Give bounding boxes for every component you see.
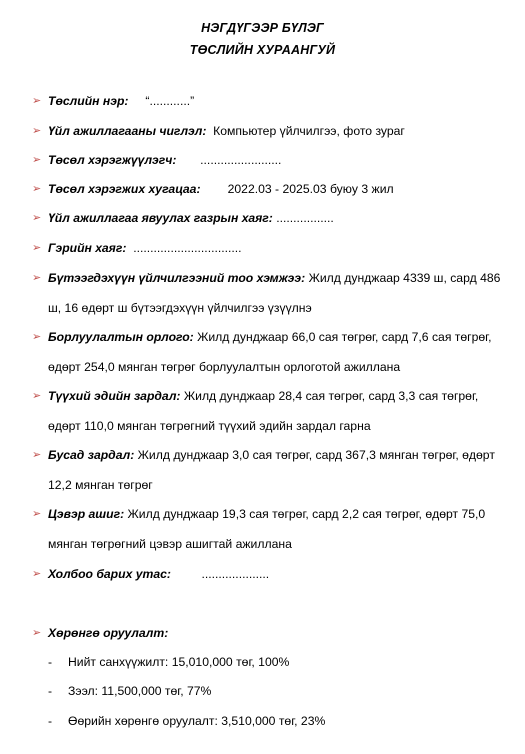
item-label: Төсөл хэрэгжих хугацаа:	[48, 182, 201, 196]
arrow-bullet-icon: ➢	[32, 242, 42, 254]
arrow-bullet-icon: ➢	[32, 95, 42, 107]
item-value: Жилд дунджаар 3,0 сая төгрөг, сард 367,3 мянган төгрөг, өдөрт 12,2 мянган төгрөг	[48, 448, 495, 492]
item-value: Жилд дунджаар 19,3 сая төгрөг, сард 2,2 сая төгрөг, өдөрт 75,0 мянган төгрөгний цэвэр ашигтай ажиллана	[48, 507, 486, 551]
summary-heading: ТӨСЛИЙН ХУРААНГУЙ	[189, 43, 336, 57]
item-value: ................................	[126, 241, 242, 255]
item-label: Түүхий эдийн зардал:	[48, 389, 181, 403]
investment-own-text: Өөрийн хөрөнгө оруулалт: 3,510,000 төг, 23%	[68, 714, 326, 728]
item-value: 2022.03 - 2025.03 буюу 3 жил	[200, 182, 394, 196]
item-label: Борлуулалтын орлого:	[48, 330, 194, 344]
arrow-bullet-icon: ➢	[32, 212, 42, 224]
arrow-bullet-icon: ➢	[32, 272, 42, 284]
investment-total-text: Нийт санхүүжилт: 15,010,000 төг, 100%	[68, 655, 290, 669]
arrow-bullet-icon: ➢	[32, 125, 42, 137]
item-value: ........................	[176, 153, 282, 167]
dash-bullet: -	[48, 655, 53, 669]
item-value: Компьютер үйлчилгээ, фото зураг	[206, 124, 405, 138]
item-label: Төсөл хэрэгжүүлэгч:	[48, 153, 177, 167]
item-value: Жилд дунджаар 4339 ш, сард 486 ш, 16 өдөрт ш бүтээгдэхүүн үйлчилгээ үзүүлнэ	[48, 271, 501, 315]
item-value: .................	[272, 211, 334, 225]
item-value: “............”	[128, 94, 195, 108]
item-value: ....................	[170, 567, 270, 581]
item-label: Цэвэр ашиг:	[48, 507, 125, 521]
arrow-bullet-icon: ➢	[32, 449, 42, 461]
item-label: Төслийн нэр:	[48, 94, 129, 108]
item-label: Холбоо барих утас:	[48, 567, 171, 581]
item-value: Жилд дунджаар 66,0 сая төгрөг, сард 7,6 сая төгрөг, өдөрт 254,0 мянган төгрөг борлуулалтын орлоготой ажиллана	[48, 330, 492, 374]
chapter-heading: НЭГДҮГЭЭР БҮЛЭГ	[201, 21, 324, 35]
dash-bullet: -	[48, 684, 53, 698]
item-label: Бүтээгдэхүүн үйлчилгээний тоо хэмжээ:	[48, 271, 306, 285]
item-value: Жилд дунджаар 28,4 сая төгрөг, сард 3,3 сая төгрөг, өдөрт 110,0 мянган төгрөгний түүхий эдийн зардал гарна	[48, 389, 479, 433]
item-label: Үйл ажиллагааны чиглэл:	[48, 124, 207, 138]
arrow-bullet-icon: ➢	[32, 154, 42, 166]
item-label: Гэрийн хаяг:	[48, 241, 127, 255]
investment-loan-text: Зээл: 11,500,000 төг, 77%	[68, 684, 212, 698]
arrow-bullet-icon: ➢	[32, 390, 42, 402]
arrow-bullet-icon: ➢	[32, 627, 42, 639]
item-label: Бусад зардал:	[48, 448, 135, 462]
arrow-bullet-icon: ➢	[32, 331, 42, 343]
arrow-bullet-icon: ➢	[32, 568, 42, 580]
item-label: Үйл ажиллагаа явуулах газрын хаяг:	[48, 211, 273, 225]
item-label: Хөрөнгө оруулалт:	[48, 626, 169, 640]
arrow-bullet-icon: ➢	[32, 508, 42, 520]
arrow-bullet-icon: ➢	[32, 183, 42, 195]
dash-bullet: -	[48, 714, 53, 728]
